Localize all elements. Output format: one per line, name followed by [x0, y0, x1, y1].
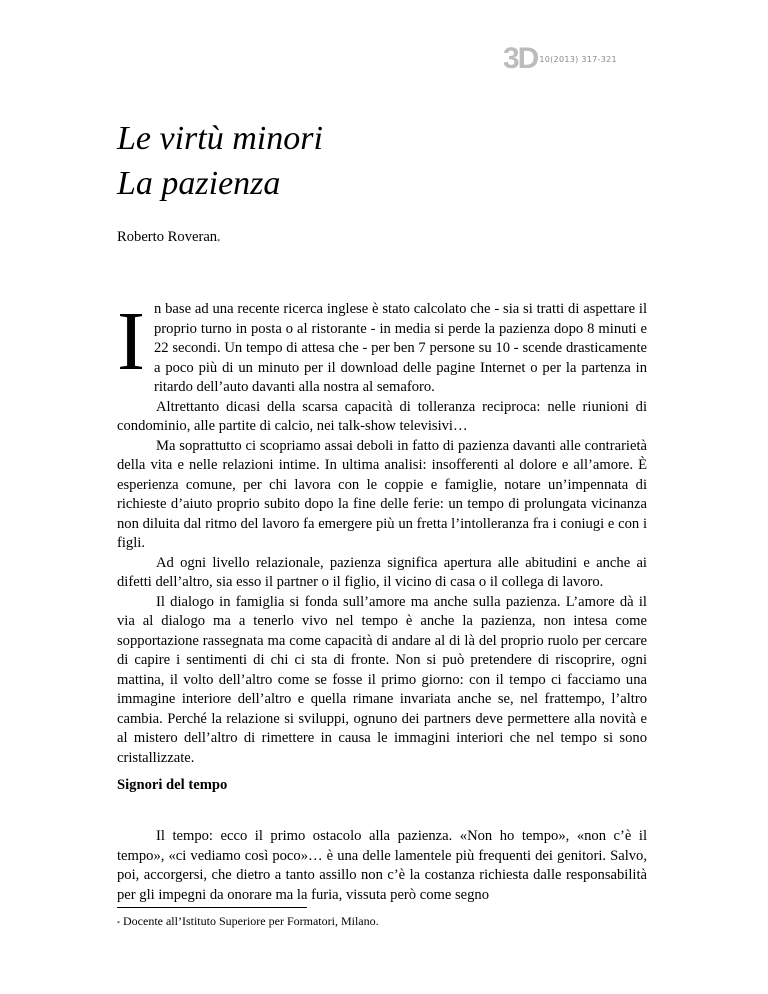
author-label: Roberto Roveran [117, 229, 218, 245]
author-name [117, 229, 220, 246]
paragraph: Altrettanto dicasi della scarsa capacità di tolleranza reciproca: nelle riunioni di condominio, alle partite di calcio, nei talk-show televisivi… [117, 398, 647, 434]
footnote-mark: * [117, 921, 120, 927]
footnote [117, 914, 379, 929]
section-body [117, 827, 647, 905]
drop-cap: I [117, 295, 145, 388]
paragraph: Ma soprattutto ci scopriamo assai deboli in fatto di pazienza davanti alle contrarietà della vita e nelle relazioni intime. In ultima analisi: insofferenti al dolore e all’amore. È esperienza comune, per chi lavora con le coppie e famiglie, notare un’impennata di richieste d’aiuto proprio subito dopo la fine delle ferie: un tempo di prolungata vicinanza non diluita dal ritmo del lavoro fa emergere più un fretta l’intolleranza fra i coniugi e con i figli. [117, 437, 647, 551]
issue-citation: 10(2013) 317-321 [539, 55, 617, 64]
article-body [117, 295, 647, 768]
title-line-2: La pazienza [117, 165, 281, 202]
footnote-text: Docente all’Istituto Superiore per Formatori, Milano. [123, 914, 379, 928]
journal-brand [503, 44, 617, 74]
section-heading: Signori del tempo [117, 777, 228, 793]
paragraph [117, 295, 647, 398]
paragraph: Ad ogni livello relazionale, pazienza significa apertura alle abitudini e anche ai difetti dell’altro, sia esso il partner o il figlio, il vicino di casa o il collega di lavoro. [117, 554, 647, 590]
title-line-1: Le virtù minori [117, 120, 323, 157]
journal-logo: 3D [503, 42, 538, 75]
footnote-divider [117, 907, 307, 908]
article-title [117, 116, 323, 206]
paragraph: Il dialogo in famiglia si fonda sull’amore ma anche sulla pazienza. L’amore dà il via al dialogo ma a tenerlo vivo nel tempo è anche la pazienza, non intesa come sopportazione rassegnata ma come capacità di andare al di là del proprio ruolo per cercare di capire i sentimenti di chi ci sta di fronte. Non si può pretendere di riscoprire, ogni mattina, il volto dell’altro come se fosse il primo giorno: con il tempo ci facciamo una immagine interiore dell’altro e quella rimane invariata anche se, nel frattempo, l’altro cambia. Perché la relazione si sviluppi, ognuno dei partners deve permettere alla novità e al mistero dell’altro di rimettere in causa le immagini interiori che nel tempo si sono cristallizzate. [117, 593, 647, 766]
paragraph: Il tempo: ecco il primo ostacolo alla pazienza. «Non ho tempo», «non c’è il tempo», «ci vediamo così poco»… è una delle lamentele più frequenti dei genitori. Salvo, poi, accorgersi, che dietro a tanto assillo non c’è la costanza richiesta dalle responsabilità per gli impegni da onorare ma la furia, vissuta però come segno [117, 828, 647, 903]
paragraph-text: n base ad una recente ricerca inglese è stato calcolato che - sia si tratti di aspettare il proprio turno in posta o al ristorante - in media si perde la pazienza dopo 8 minuti e 22 secondi. Un tempo di attesa che - per ben 7 persone su 10 - scende drasticamente a poco più di un minuto per il download delle pagine Internet o per la partenza in ritardo dell’auto davanti alla nostra al semaforo. [153, 301, 647, 395]
author-footnote-mark: * [217, 239, 221, 245]
